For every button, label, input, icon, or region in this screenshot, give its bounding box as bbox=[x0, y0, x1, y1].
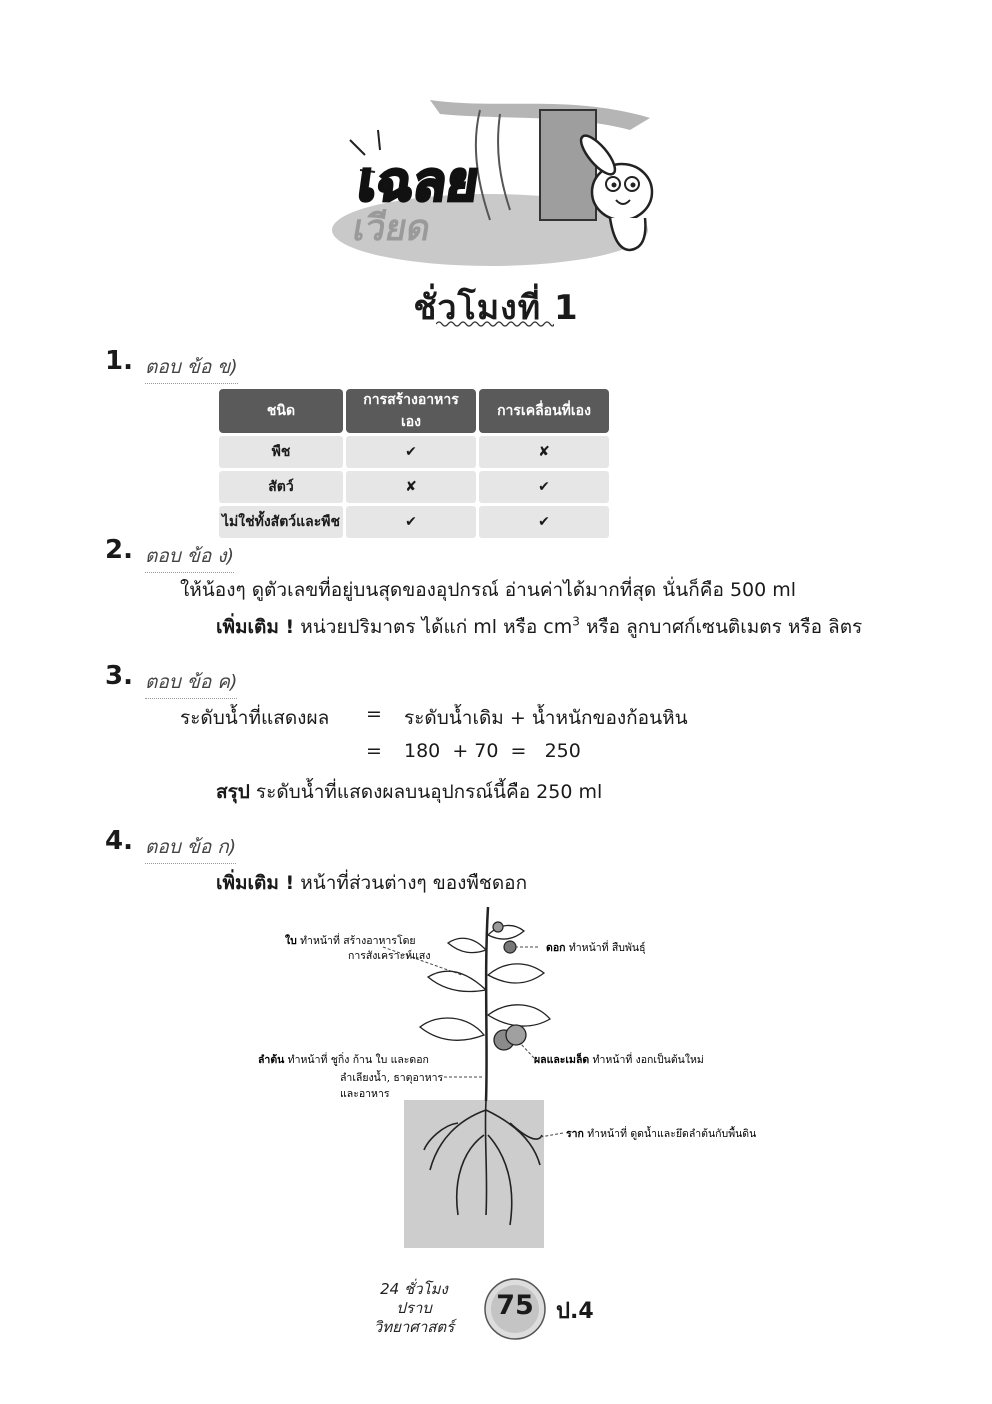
equation-equals-1: = bbox=[366, 703, 382, 725]
question-4-answer: ตอบ ข้อ ก) bbox=[145, 832, 236, 864]
book-title bbox=[360, 1280, 468, 1337]
question-2-answer: ตอบ ข้อ ง) bbox=[145, 541, 234, 573]
question-4-number: 4. bbox=[105, 826, 133, 856]
stem-label: ลำต้น ทำหน้าที่ ชูกิ่ง ก้าน ใบ และดอก bbox=[258, 1054, 429, 1066]
table-cell: ✔ bbox=[479, 506, 609, 538]
equation-lhs: ระดับน้ำที่แสดงผล bbox=[180, 707, 330, 729]
question-2-number: 2. bbox=[105, 535, 133, 565]
soil-block bbox=[404, 1100, 544, 1248]
equation-rhs-2: 180 + 70 = 250 bbox=[404, 740, 581, 762]
question-2-extra bbox=[216, 612, 862, 642]
question-3-number: 3. bbox=[105, 661, 133, 691]
hour-title: ชั่วโมงที่ 1 bbox=[413, 288, 579, 328]
superscript: 3 bbox=[572, 614, 580, 629]
table-cell: ไม่ใช่ทั้งสัตว์และพืช bbox=[219, 506, 343, 538]
tree-trunk bbox=[540, 110, 596, 220]
table-cell: ✔ bbox=[346, 436, 476, 468]
table-header-make-food: การสร้างอาหารเอง bbox=[346, 389, 476, 433]
plant-stem bbox=[486, 907, 488, 1101]
extra-text-cont: หรือ ลูกบาศก์เซนติเมตร หรือ ลิตร bbox=[585, 616, 863, 638]
table-cell: ✔ bbox=[479, 471, 609, 503]
table-header-row bbox=[219, 389, 609, 433]
extra-label: เพิ่มเติม ! bbox=[216, 872, 295, 894]
flower-label: ดอก ทำหน้าที่ สืบพันธุ์ bbox=[546, 942, 646, 954]
question-3-summary bbox=[216, 777, 602, 807]
header-logo-text: เฉลย bbox=[354, 150, 483, 213]
table-header-type: ชนิด bbox=[219, 389, 343, 433]
extra-text: หน่วยปริมาตร ได้แก่ ml หรือ cm bbox=[300, 616, 573, 638]
table-cell: พืช bbox=[219, 436, 343, 468]
leaf-desc-2: การสังเคราะห์แสง bbox=[348, 950, 431, 962]
table-cell: ✔ bbox=[346, 506, 476, 538]
equation-rhs-1: ระดับน้ำเดิม + น้ำหนักของก้อนหิน bbox=[404, 707, 688, 729]
page-number: 75 bbox=[496, 1290, 534, 1321]
table-cell: ✘ bbox=[346, 471, 476, 503]
question-2-explanation: ให้น้องๆ ดูตัวเลขที่อยู่บนสุดของอุปกรณ์ อ่านค่าได้มากที่สุด นั่นก็คือ 500 ml bbox=[180, 579, 797, 601]
question-1-answer: ตอบ ข้อ ข) bbox=[145, 352, 238, 384]
grade-level: ป.4 bbox=[556, 1299, 594, 1324]
book-title-line-2: ปราบ bbox=[396, 1299, 432, 1317]
answer-key-header-illustration bbox=[330, 100, 670, 270]
root-label: ราก ทำหน้าที่ ดูดน้ำและยึดลำต้นกับพื้นดิน bbox=[566, 1128, 757, 1140]
organism-comparison-table bbox=[216, 386, 612, 541]
book-title-line-1: 24 ชั่วโมง bbox=[380, 1280, 448, 1298]
equation-equals-2: = bbox=[366, 740, 382, 762]
header-logo-subtext: เวียด bbox=[349, 206, 435, 249]
table-row bbox=[219, 506, 609, 538]
title-wavy-underline bbox=[436, 320, 554, 328]
stem-desc-2: ลำเลียงน้ำ, ธาตุอาหาร bbox=[340, 1072, 444, 1084]
question-4-extra bbox=[216, 868, 527, 898]
table-row bbox=[219, 471, 609, 503]
flowering-plant-diagram bbox=[248, 895, 768, 1250]
question-3-answer: ตอบ ข้อ ค) bbox=[145, 667, 237, 699]
fruit-icon bbox=[494, 1025, 526, 1050]
table-header-move: การเคลื่อนที่เอง bbox=[479, 389, 609, 433]
stem-desc-3: และอาหาร bbox=[340, 1088, 390, 1100]
leaf-label: ใบ ทำหน้าที่ สร้างอาหารโดย bbox=[285, 935, 416, 947]
question-1-number: 1. bbox=[105, 346, 133, 376]
table-row bbox=[219, 436, 609, 468]
summary-text: ระดับน้ำที่แสดงผลบนอุปกรณ์นี้คือ 250 ml bbox=[255, 781, 603, 803]
fruit-label: ผลและเมล็ด ทำหน้าที่ งอกเป็นต้นใหม่ bbox=[534, 1054, 704, 1066]
extra-text: หน้าที่ส่วนต่างๆ ของพืชดอก bbox=[300, 872, 528, 894]
book-title-line-3: วิทยาศาสตร์ bbox=[373, 1318, 455, 1336]
extra-label: เพิ่มเติม ! bbox=[216, 616, 295, 638]
table-cell: ✘ bbox=[479, 436, 609, 468]
table-cell: สัตว์ bbox=[219, 471, 343, 503]
summary-label: สรุป bbox=[216, 781, 250, 803]
